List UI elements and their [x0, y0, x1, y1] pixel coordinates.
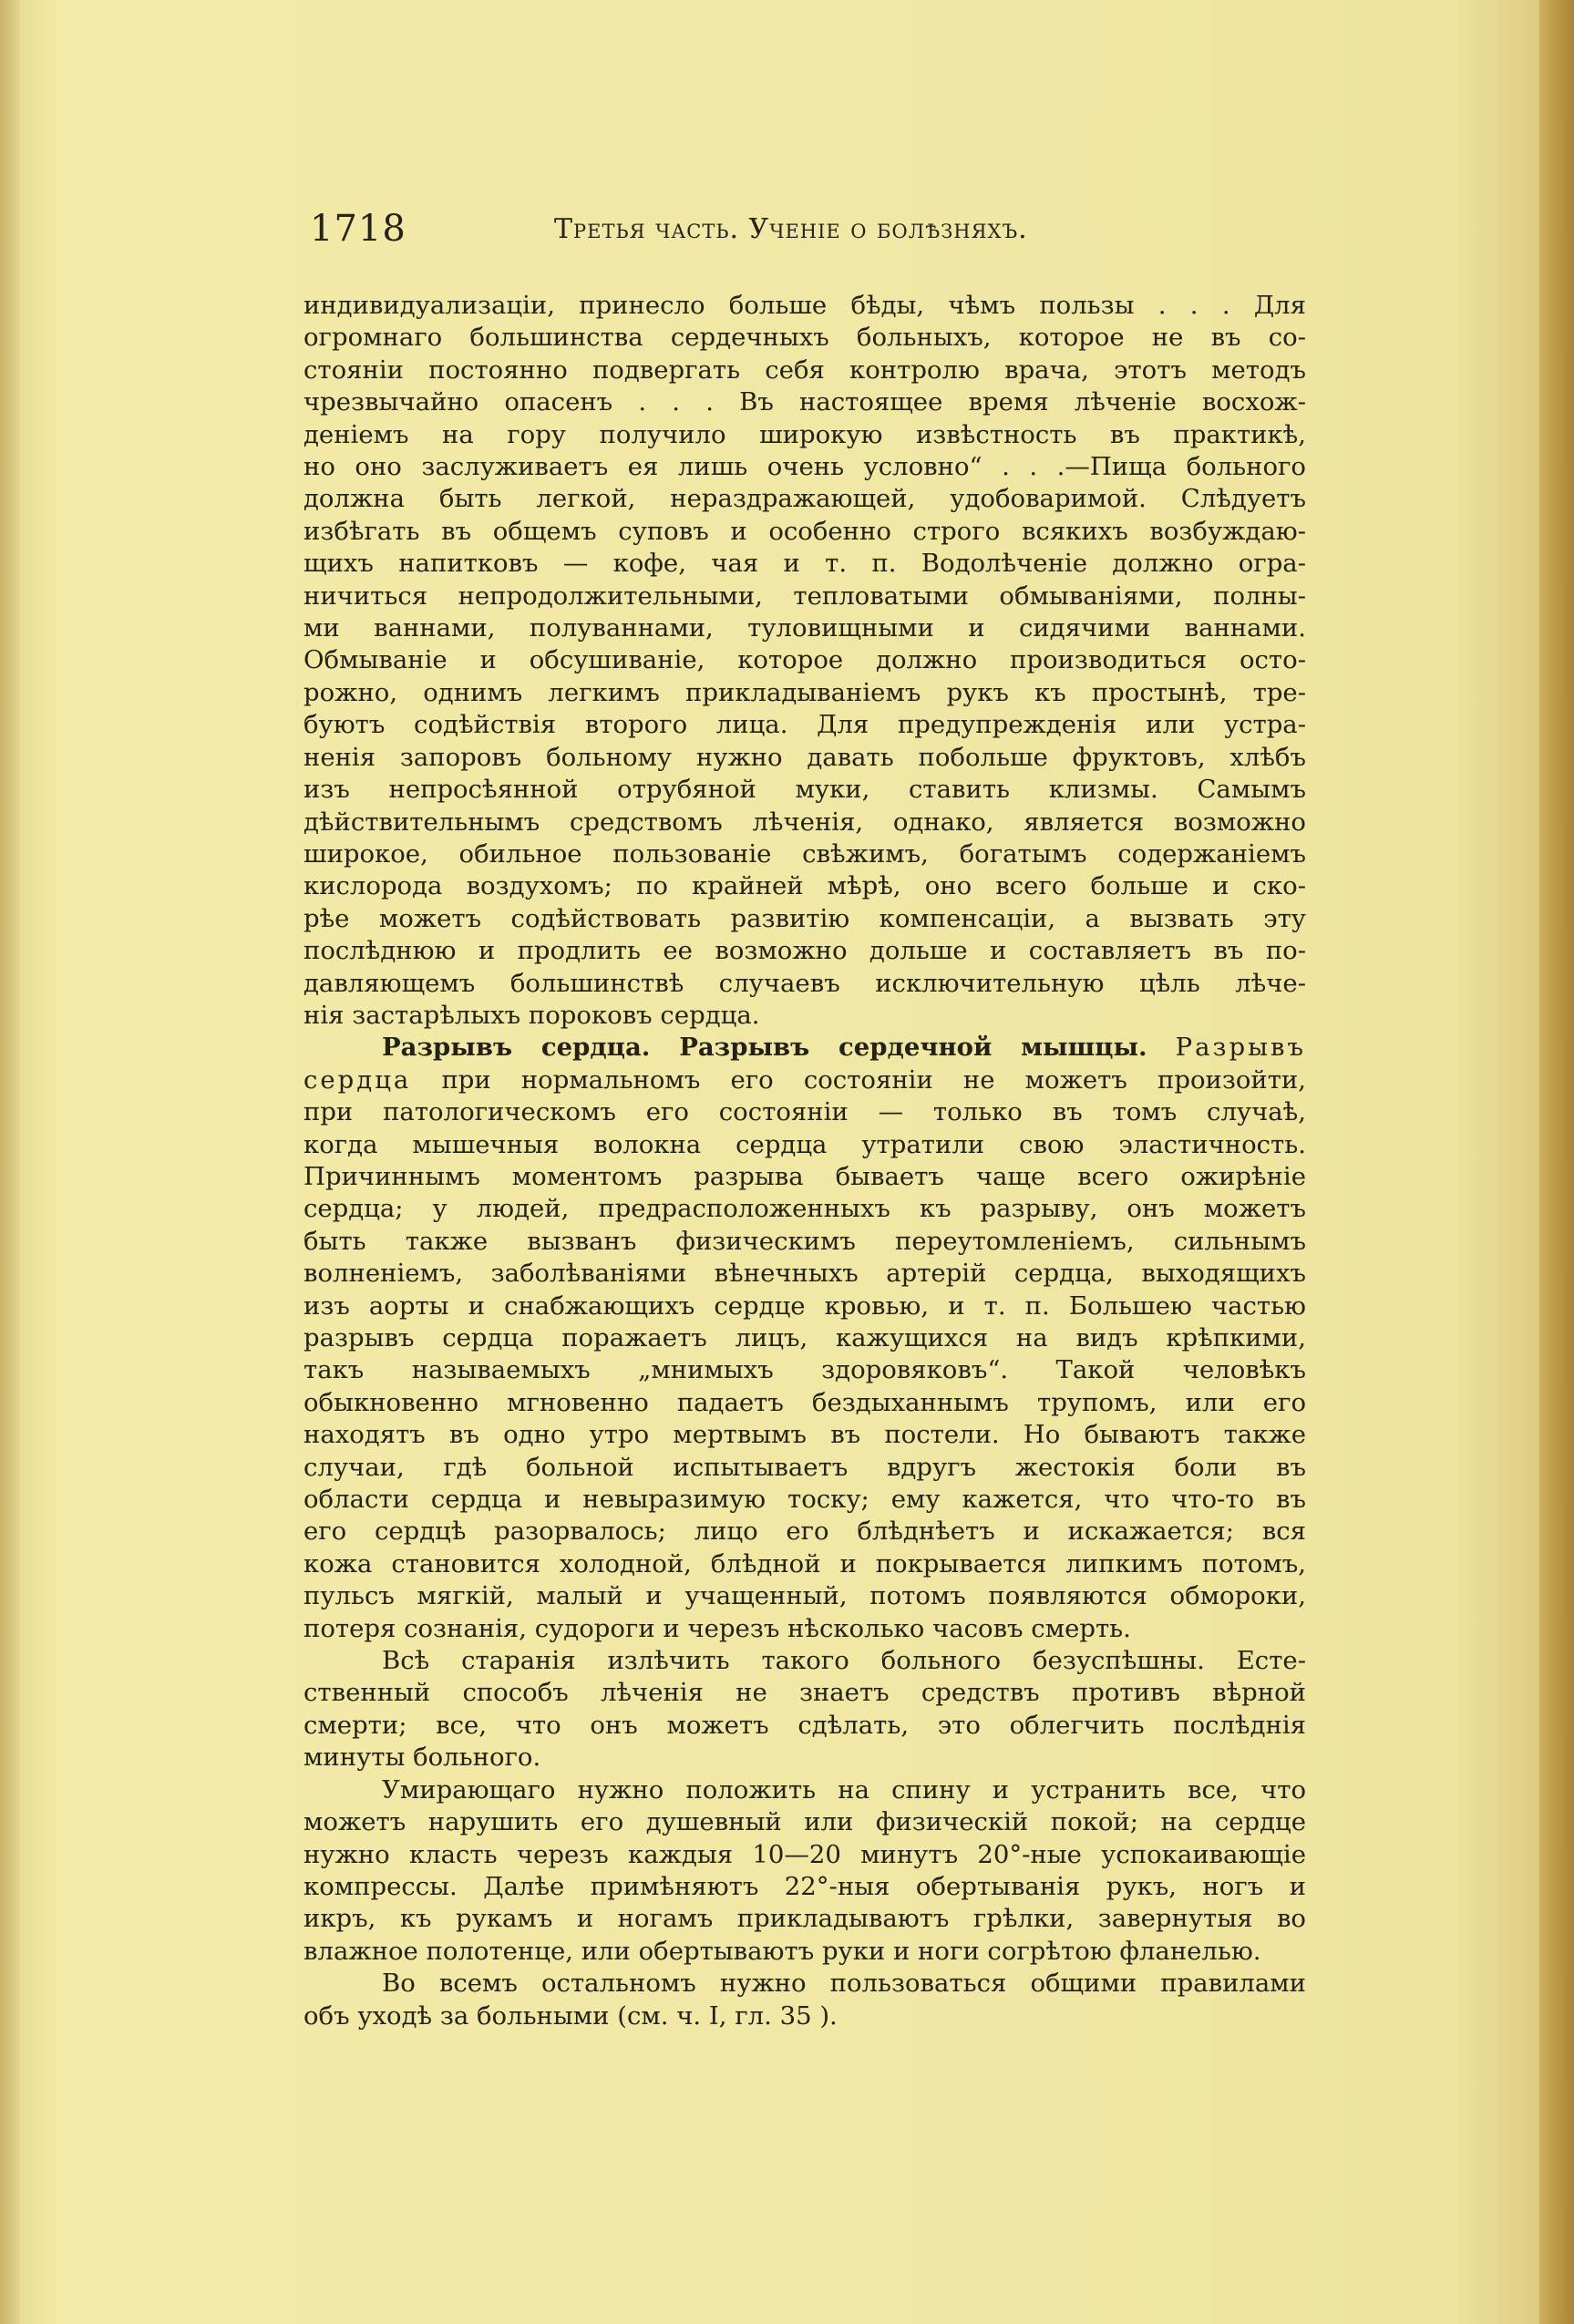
text-line: когда мышечныя волокна сердца утратили свою эластичность. [303, 1129, 1306, 1159]
text-line: должна быть легкой, нераздражающей, удобоваримой. Слѣдуетъ [303, 484, 1306, 514]
section-heading-line [303, 1032, 1306, 1064]
running-title: Третья часть. Ученіе о болѣзняхъ. [554, 213, 1028, 245]
text-line: ми ваннами, полуваннами, туловищными и сидячими ваннами. [303, 613, 1306, 643]
text-line: быть также вызванъ физическимъ переутомленіемъ, сильнымъ [303, 1226, 1306, 1256]
text-line: нія застарѣлыхъ пороковъ сердца. [303, 1000, 760, 1030]
text-line: рожно, однимъ легкимъ прикладываніемъ рукъ къ простынѣ, тре- [303, 677, 1306, 707]
text-line: обыкновенно мгновенно падаетъ бездыханнымъ трупомъ, или его [303, 1387, 1306, 1417]
text-line: рѣе можетъ содѣйствовать развитію компенсаціи, а вызвать эту [303, 903, 1306, 933]
text-line: нужно класть черезъ каждыя 10—20 минутъ 20°-ные успокаивающіе [303, 1839, 1306, 1869]
text-line: потеря сознанія, судороги и черезъ нѣсколько часовъ смерть. [303, 1613, 1131, 1643]
text-line: буютъ содѣйствія второго лица. Для предупрежденія или устра- [303, 710, 1306, 740]
text-line: кислорода воздухомъ; по крайней мѣрѣ, оно всего больше и ско- [303, 871, 1306, 901]
text-line: послѣднюю и продлить ее возможно дольше и составляетъ въ по- [303, 936, 1306, 966]
text-line: сердца; у людей, предрасположенныхъ къ разрыву, онъ можетъ [303, 1194, 1306, 1224]
text-line: при патологическомъ его состояніи — только въ томъ случаѣ, [303, 1097, 1306, 1127]
text-line: чрезвычайно опасенъ . . . Въ настоящее время лѣченіе восхож- [303, 387, 1306, 417]
text-line: Обмываніе и обсушиваніе, которое должно производиться осто- [303, 645, 1306, 675]
text-line: случаи, гдѣ больной испытываетъ вдругъ жестокія боли въ [303, 1452, 1306, 1482]
text-line: кожа становится холодной, блѣдной и покрывается липкимъ потомъ, [303, 1548, 1306, 1578]
text-fragment: при нормальномъ его состояніи не можетъ произойти, [441, 1064, 1306, 1095]
spaced-word: сердца [303, 1064, 412, 1095]
text-line: Всѣ старанія излѣчить такого больного безуспѣшны. Есте- [382, 1646, 1306, 1676]
text-line: икръ, къ рукамъ и ногамъ прикладываютъ грѣлки, завернутыя во [303, 1904, 1306, 1934]
text-line: влажное полотенце, или обертываютъ руки и ноги согрѣтою фланелью. [303, 1936, 1261, 1966]
text-line: изъ непросѣянной отрубяной муки, ставить клизмы. Самымъ [303, 775, 1306, 805]
text-line: разрывъ сердца поражаетъ лицъ, кажущихся на видъ крѣпкими, [303, 1323, 1306, 1352]
text-line: стояніи постоянно подвергать себя контролю врача, этотъ методъ [303, 355, 1306, 385]
text-line: Причиннымъ моментомъ разрыва бываетъ чаще всего ожирѣніе [303, 1161, 1306, 1191]
text-line: изъ аорты и снабжающихъ сердце кровью, и т. п. Большею частью [303, 1291, 1306, 1321]
text-line: минуты больного. [303, 1743, 541, 1773]
text-line: можетъ нарушить его душевный или физическій покой; на сердце [303, 1807, 1306, 1837]
text-line: но оно заслуживаетъ ея лишь очень условно“ . . .—Пища больного [303, 452, 1306, 482]
text-line: щихъ напитковъ — кофе, чая и т. п. Водолѣченіе должно огра- [303, 549, 1306, 579]
text-line: объ уходѣ за больными (см. ч. I, гл. 35 ). [303, 2000, 838, 2031]
text-line: давляющемъ большинствѣ случаевъ исключительную цѣль лѣче- [303, 968, 1306, 998]
page-number: 1718 [310, 208, 406, 250]
page-header [310, 208, 1312, 262]
text-line: волненіемъ, заболѣваніями вѣнечныхъ артерій сердца, выходящихъ [303, 1259, 1306, 1289]
body-text [303, 290, 1306, 2032]
text-line: широкое, обильное пользованіе свѣжимъ, богатымъ содержаніемъ [303, 838, 1306, 869]
text-line: такъ называемыхъ „мнимыхъ здоровяковъ“. Такой человѣкъ [303, 1355, 1306, 1385]
text-line: избѣгать въ общемъ суповъ и особенно строго всякихъ возбуждаю- [303, 516, 1306, 546]
text-line: индивидуализаціи, принесло больше бѣды, чѣмъ пользы . . . Для [303, 291, 1306, 320]
section-heading-spaced: Разрывъ [1175, 1033, 1307, 1063]
text-line: Во всемъ остальномъ нужно пользоваться общими правилами [382, 1969, 1306, 1999]
text-line: его сердцѣ разорвалось; лицо его блѣднѣетъ и искажается; вся [303, 1517, 1306, 1547]
page-left-edge [0, 0, 20, 2324]
text-line: Умирающаго нужно положить на спину и устранить все, что [382, 1774, 1306, 1805]
text-line: области сердца и невыразимую тоску; ему кажется, что что-то въ [303, 1485, 1306, 1515]
text-line: находятъ въ одно утро мертвымъ въ постели. Но бываютъ также [303, 1420, 1306, 1450]
page-right-edge [1539, 0, 1574, 2324]
text-line: смерти; все, что онъ можетъ сдѣлать, это облегчить послѣднія [303, 1710, 1306, 1740]
text-line: пульсъ мягкій, малый и учащенный, потомъ появляются обмороки, [303, 1581, 1306, 1611]
text-line: ственный способъ лѣченія не знаетъ средствъ противъ вѣрной [303, 1678, 1306, 1708]
text-line [303, 1064, 1306, 1096]
text-line: деніемъ на гору получило широкую извѣстность въ практикѣ, [303, 419, 1306, 449]
text-line: ничиться непродолжительными, тепловатыми обмываніями, полны- [303, 581, 1306, 611]
text-line: огромнаго большинства сердечныхъ больныхъ, которое не въ со- [303, 323, 1306, 353]
text-line: ненія запоровъ больному нужно давать побольше фруктовъ, хлѣбъ [303, 742, 1306, 772]
text-line: дѣйствительнымъ средствомъ лѣченія, однако, является возможно [303, 807, 1306, 837]
text-line: компрессы. Далѣе примѣняютъ 22°-ныя обертыванія рукъ, ногъ и [303, 1871, 1306, 1901]
section-heading: Разрывъ сердца. Разрывъ сердечной мышцы. [382, 1033, 1147, 1063]
